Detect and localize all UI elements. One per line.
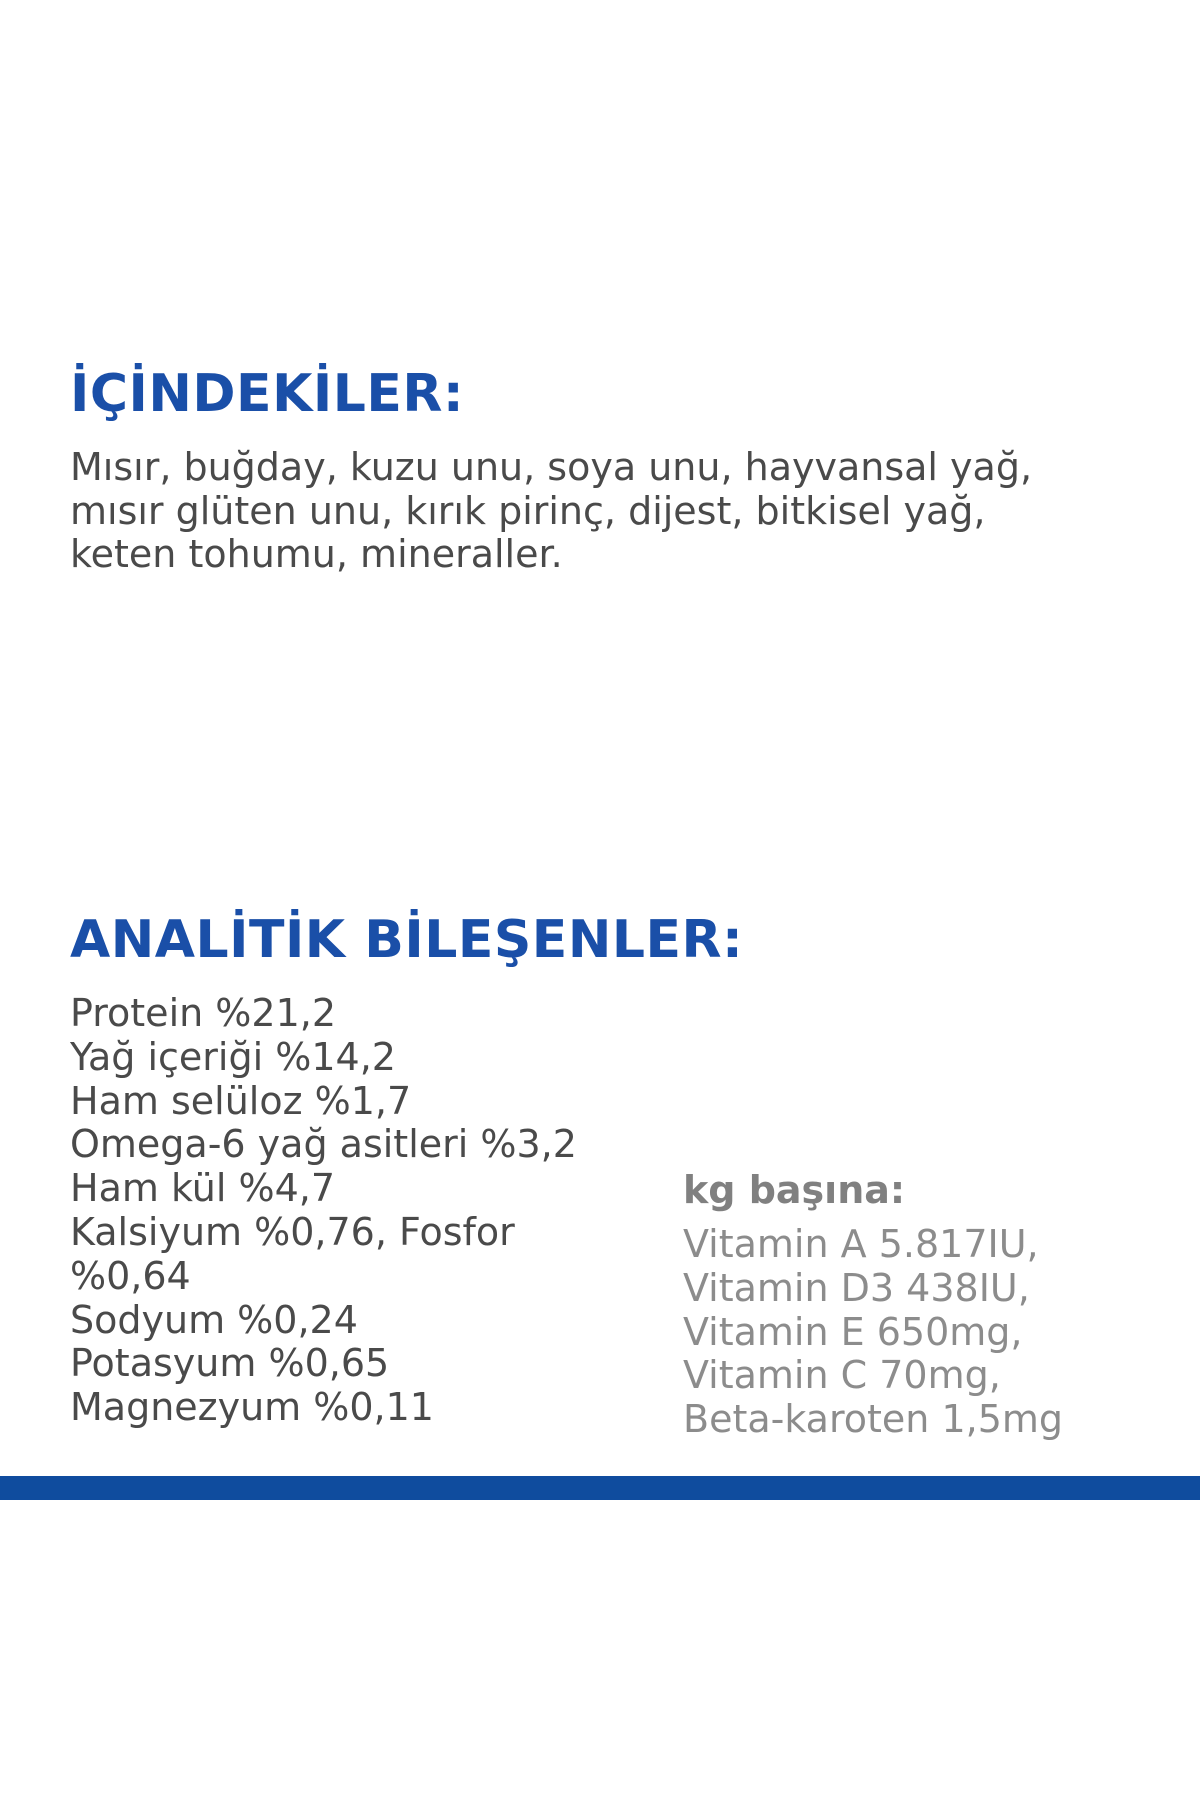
footer-divider-bar — [0, 1476, 1200, 1500]
ingredients-text — [70, 446, 1150, 577]
vitamins-list — [683, 1223, 1063, 1442]
ingredients-line: mısır glüten unu, kırık pirinç, dijest, bitkisel yağ, — [70, 488, 986, 533]
vitamin-item: Vitamin A 5.817IU, — [683, 1222, 1039, 1266]
vitamins-heading: kg başına: — [683, 1168, 906, 1212]
vitamin-item: Vitamin D3 438IU, — [683, 1265, 1030, 1310]
analytics-item: Omega-6 yağ asitleri %3,2 — [70, 1122, 577, 1167]
analytics-item: Ham kül %4,7 — [70, 1166, 336, 1211]
analytics-item: Kalsiyum %0,76, Fosfor — [70, 1209, 515, 1254]
analytics-item: Protein %21,2 — [70, 991, 336, 1035]
analytics-list — [70, 992, 640, 1430]
analytics-item: Yağ içeriği %14,2 — [70, 1034, 396, 1079]
vitamin-item: Vitamin C 70mg, — [683, 1353, 1001, 1398]
analytics-item: Sodyum %0,24 — [70, 1297, 358, 1342]
analytics-item: %0,64 — [70, 1253, 191, 1298]
vitamin-item: Beta-karoten 1,5mg — [683, 1397, 1064, 1442]
ingredients-heading: İÇİNDEKİLER: — [70, 364, 465, 424]
analytics-item: Magnezyum %0,11 — [70, 1385, 434, 1430]
ingredients-line: keten tohumu, mineraller. — [70, 532, 563, 576]
analytics-heading: ANALİTİK BİLEŞENLER: — [70, 910, 744, 970]
analytics-item: Ham selüloz %1,7 — [70, 1078, 412, 1123]
analytics-item: Potasyum %0,65 — [70, 1341, 390, 1386]
vitamin-item: Vitamin E 650mg, — [683, 1309, 1023, 1354]
ingredients-line: Mısır, buğday, kuzu unu, soya unu, hayvansal yağ, — [70, 445, 1033, 489]
